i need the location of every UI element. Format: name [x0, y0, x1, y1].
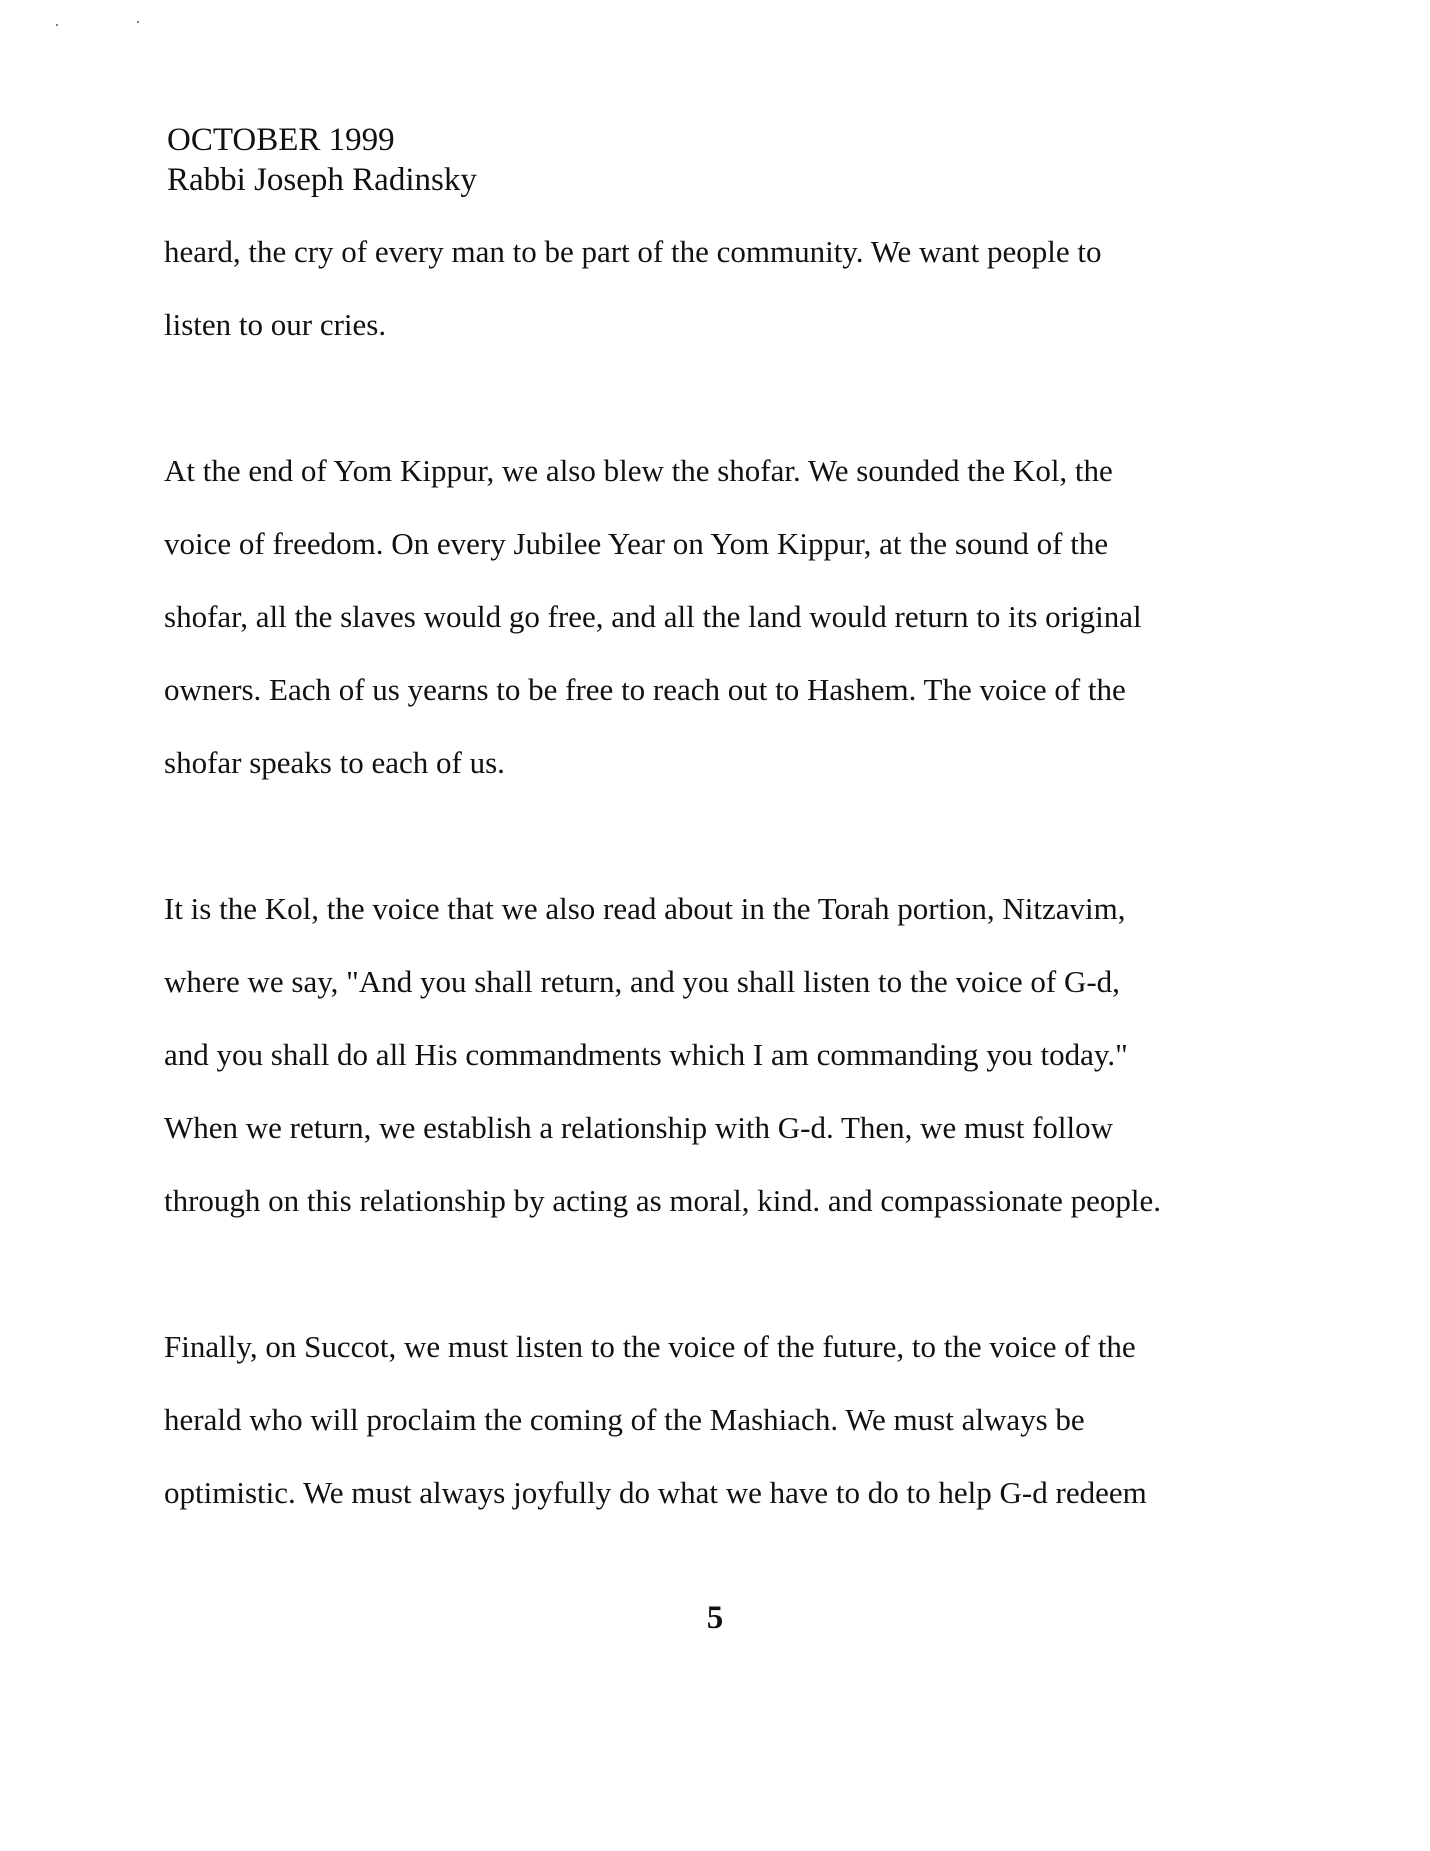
text-line: shofar, all the slaves would go free, and all the land would return to its original	[164, 599, 1142, 634]
paragraph-gap	[164, 816, 1274, 889]
text-line: through on this relationship by acting as moral, kind. and compassionate people.	[164, 1183, 1161, 1218]
paragraph	[164, 889, 1274, 1254]
paragraph	[164, 451, 1274, 816]
scan-speck	[137, 21, 139, 23]
paragraph-gap	[164, 378, 1274, 451]
text-line: heard, the cry of every man to be part of the community. We want people to	[164, 234, 1102, 269]
paragraph	[164, 232, 1274, 378]
paragraph-gap	[164, 1254, 1274, 1327]
text-line: At the end of Yom Kippur, we also blew the shofar. We sounded the Kol, the	[164, 453, 1113, 488]
text-line: and you shall do all His commandments which I am commanding you today."	[164, 1037, 1128, 1072]
text-line: shofar speaks to each of us.	[164, 745, 505, 780]
body-text	[164, 232, 1274, 1546]
text-line: When we return, we establish a relationship with G-d. Then, we must follow	[164, 1110, 1114, 1145]
text-line: It is the Kol, the voice that we also read about in the Torah portion, Nitzavim,	[164, 891, 1126, 926]
text-line: Finally, on Succot, we must listen to the voice of the future, to the voice of the	[164, 1329, 1136, 1364]
page-number: 5	[706, 1600, 724, 1636]
header-author: Rabbi Joseph Radinsky	[167, 162, 477, 198]
text-line: listen to our cries.	[164, 307, 387, 342]
text-line: voice of freedom. On every Jubilee Year on Yom Kippur, at the sound of the	[164, 526, 1109, 561]
text-line: optimistic. We must always joyfully do what we have to do to help G-d redeem	[164, 1475, 1147, 1510]
paragraph	[164, 1327, 1274, 1546]
header-date: OCTOBER 1999	[167, 122, 395, 158]
scan-speck	[56, 24, 58, 26]
text-line: where we say, "And you shall return, and you shall listen to the voice of G-d,	[164, 964, 1120, 999]
page-header	[167, 120, 477, 200]
text-line: herald who will proclaim the coming of the Mashiach. We must always be	[164, 1402, 1085, 1437]
text-line: owners. Each of us yearns to be free to reach out to Hashem. The voice of the	[164, 672, 1126, 707]
